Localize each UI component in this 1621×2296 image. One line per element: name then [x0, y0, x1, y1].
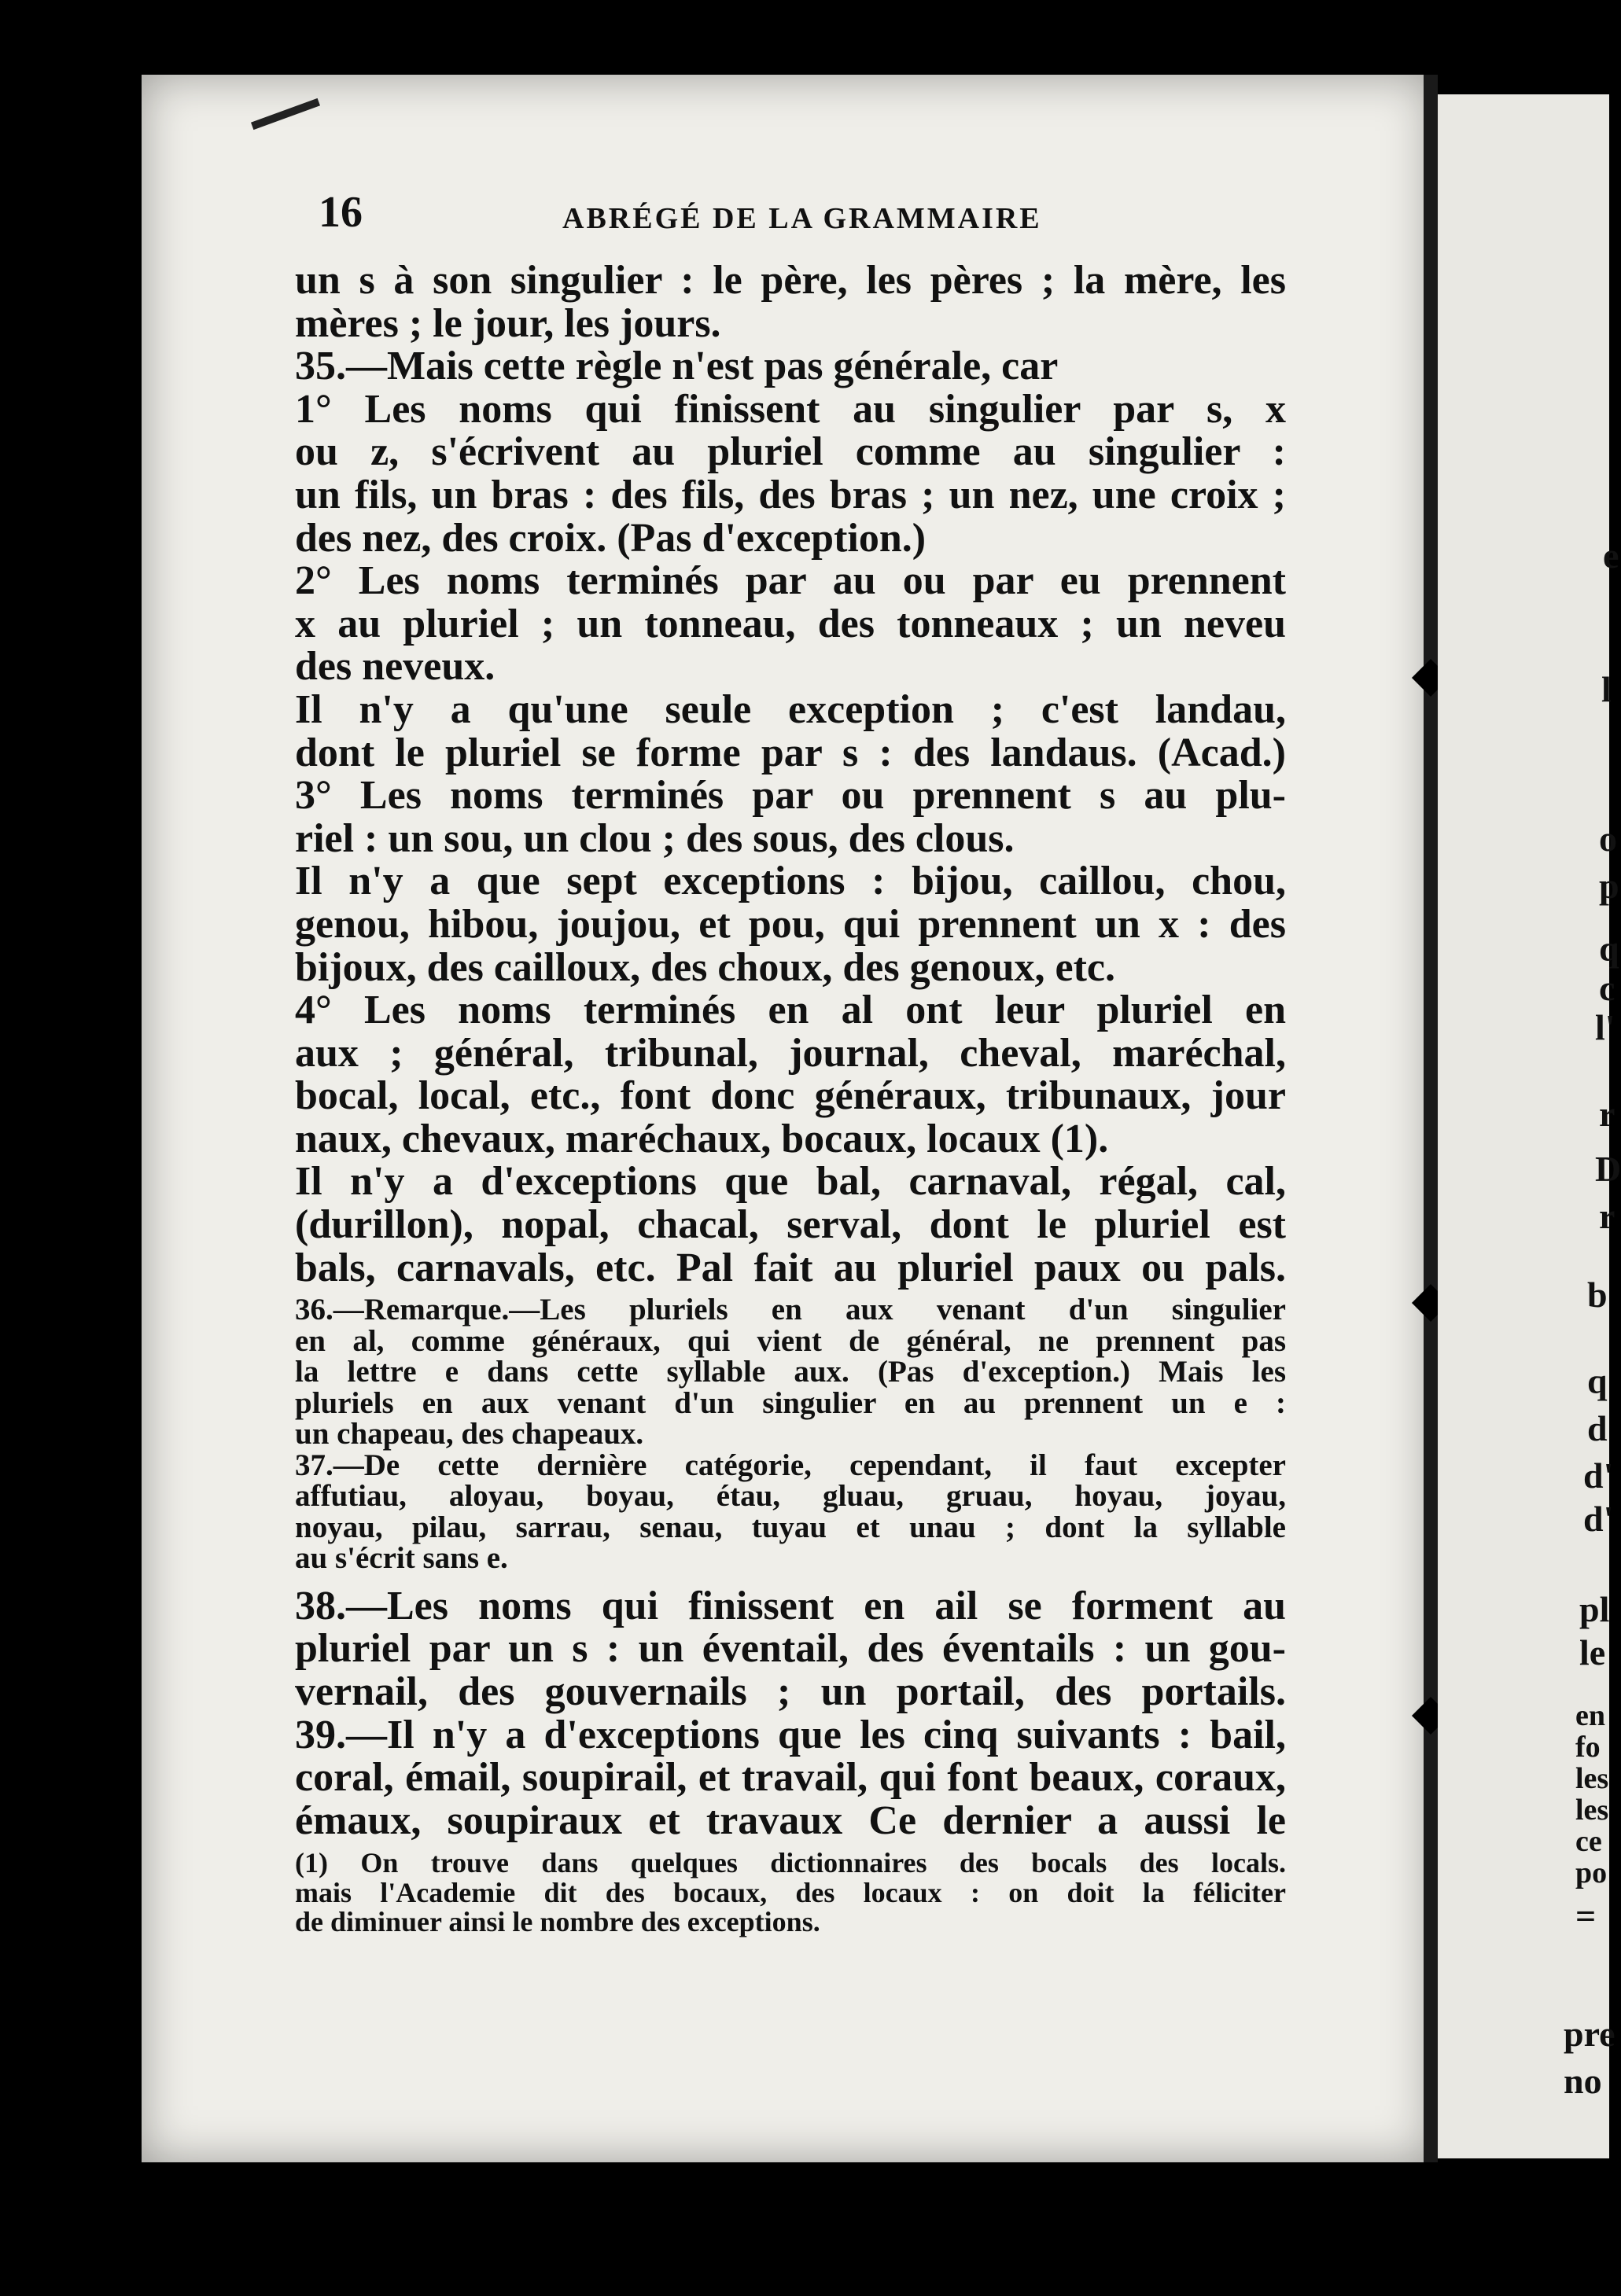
fragment: c: [1599, 968, 1615, 1008]
text-line: des neveux.: [295, 644, 496, 690]
fragment: no: [1564, 2061, 1602, 2101]
fragment: en: [1575, 1699, 1605, 1732]
remark-section: [295, 1294, 1286, 1574]
fragment: pre: [1564, 2014, 1615, 2054]
text-line: aux ; général, tribunal, journal, cheval, maréchal,: [295, 1030, 1286, 1076]
fragment: =: [1575, 1896, 1597, 1936]
text-line: 35.—Mais cette règle n'est pas générale, car: [295, 344, 1059, 389]
text-line: naux, chevaux, maréchaux, bocaux, locaux (1).: [295, 1116, 1109, 1161]
footnote-line: de diminuer ainsi le nombre des exceptions.: [295, 1906, 820, 1938]
remark-line: un chapeau, des chapeaux.: [295, 1417, 644, 1452]
text-line: émaux, soupiraux et travaux Ce dernier a aussi le: [295, 1797, 1286, 1843]
footnote: [295, 1849, 1286, 1937]
footnote-line: mais l'Academie dit des bocaux, des locaux : on doit la féliciter: [295, 1876, 1286, 1908]
text-line: Il n'y a qu'une seule exception ; c'est landau,: [295, 686, 1286, 732]
fragment: pl: [1579, 1589, 1610, 1629]
fragment: ce: [1575, 1825, 1602, 1858]
text-line: un s à son singulier : le père, les pères ; la mère, les: [295, 258, 1286, 303]
fragment: d': [1583, 1499, 1614, 1539]
page-header: [319, 187, 1372, 242]
fragment: les: [1575, 1762, 1609, 1795]
text-line: bals, carnavals, etc. Pal fait au pluriel paux ou pals.: [295, 1245, 1286, 1290]
text-line: dont le pluriel se forme par s : des landaus. (Acad.): [295, 730, 1286, 775]
body-section: [295, 259, 1286, 1290]
fragment: q: [1587, 1361, 1608, 1401]
text-line: vernail, des gouvernails ; un portail, des portails.: [295, 1669, 1286, 1714]
fragment: fo: [1575, 1731, 1601, 1764]
fragment: d: [1587, 1408, 1608, 1448]
remark-line: 36.—Remarque.—Les pluriels en aux venant d'un singulier: [295, 1293, 1286, 1327]
fragment: r: [1599, 1196, 1615, 1236]
fragment: le: [1579, 1632, 1606, 1672]
page-number: 16: [319, 188, 363, 237]
text-line: 38.—Les noms qui finissent en ail se forment au: [295, 1583, 1286, 1628]
fragment: l: [1601, 669, 1612, 709]
text-line: bijoux, des cailloux, des choux, des genoux, etc.: [295, 944, 1115, 990]
text-line: mères ; le jour, les jours.: [295, 300, 721, 346]
text-line: pluriel par un s : un éventail, des éventails : un gou-: [295, 1626, 1286, 1672]
running-title: ABRÉGÉ DE LA GRAMMAIRE: [562, 202, 1042, 235]
text-line: ou z, s'écrivent au pluriel comme au singulier :: [295, 429, 1286, 475]
fragment: d': [1583, 1455, 1614, 1496]
scan-bottom-margin: [0, 2162, 1609, 2296]
text-line: 4° Les noms terminés en al ont leur pluriel en: [295, 988, 1286, 1033]
remark-line: noyau, pilau, sarrau, senau, tuyau et unau ; dont la syllable: [295, 1510, 1286, 1544]
text-line: 2° Les noms terminés par au ou par eu prennent: [295, 558, 1286, 604]
text-line: un fils, un bras : des fils, des bras ; un nez, une croix ;: [295, 472, 1286, 517]
remark-line: 37.—De cette dernière catégorie, cependant, il faut excepter: [295, 1448, 1286, 1482]
text-line: 3° Les noms terminés par ou prennent s au plu-: [295, 773, 1286, 819]
body-section-2: [295, 1585, 1286, 1843]
remark-line: pluriels en aux venant d'un singulier en au prennent un e :: [295, 1385, 1286, 1420]
remark-line: la lettre e dans cette syllable aux. (Pas d'exception.) Mais les: [295, 1355, 1286, 1389]
fragment: les: [1575, 1794, 1609, 1827]
fragment: r: [1599, 1094, 1615, 1134]
remark-line: en al, comme généraux, qui vient de général, ne prennent pas: [295, 1323, 1286, 1358]
text-line: (durillon), nopal, chacal, serval, dont le pluriel est: [295, 1202, 1286, 1248]
remark-line: affutiau, aloyau, boyau, étau, gluau, gruau, hoyau, joyau,: [295, 1479, 1286, 1514]
fragment: D: [1595, 1149, 1621, 1189]
fragment: o: [1599, 819, 1617, 859]
fragment: po: [1575, 1856, 1608, 1889]
text-line: genou, hibou, joujou, et pou, qui prennent un x : des: [295, 901, 1286, 947]
text-line: Il n'y a que sept exceptions : bijou, caillou, chou,: [295, 859, 1286, 904]
text-line: 1° Les noms qui finissent au singulier par s, x: [295, 386, 1286, 432]
fragment: e: [1603, 535, 1619, 576]
remark-line: au s'écrit sans e.: [295, 1541, 508, 1576]
text-line: riel : un sou, un clou ; des sous, des clous.: [295, 815, 1015, 861]
right-page-edge: [1438, 94, 1621, 2158]
scan-top-margin: [0, 0, 1609, 86]
page-text: [295, 259, 1286, 1937]
text-line: x au pluriel ; un tonneau, des tonneaux ; un neveu: [295, 601, 1286, 646]
fragment: l': [1595, 1007, 1615, 1047]
text-line: des nez, des croix. (Pas d'exception.): [295, 515, 927, 561]
fragment: b: [1587, 1275, 1608, 1315]
fragment: p: [1599, 866, 1619, 906]
text-line: Il n'y a d'exceptions que bal, carnaval, régal, cal,: [295, 1159, 1286, 1205]
text-line: bocal, local, etc., font donc généraux, tribunaux, jour: [295, 1073, 1286, 1119]
page-gutter: [1424, 75, 1438, 2162]
right-page-fragments: [1438, 94, 1621, 2158]
text-line: 39.—Il n'y a d'exceptions que les cinq suivants : bail,: [295, 1712, 1286, 1757]
text-line: coral, émail, soupirail, et travail, qui font beaux, coraux,: [295, 1755, 1286, 1801]
fragment: q: [1599, 929, 1619, 969]
footnote-line: (1) On trouve dans quelques dictionnaires des bocals des locals.: [295, 1847, 1286, 1879]
